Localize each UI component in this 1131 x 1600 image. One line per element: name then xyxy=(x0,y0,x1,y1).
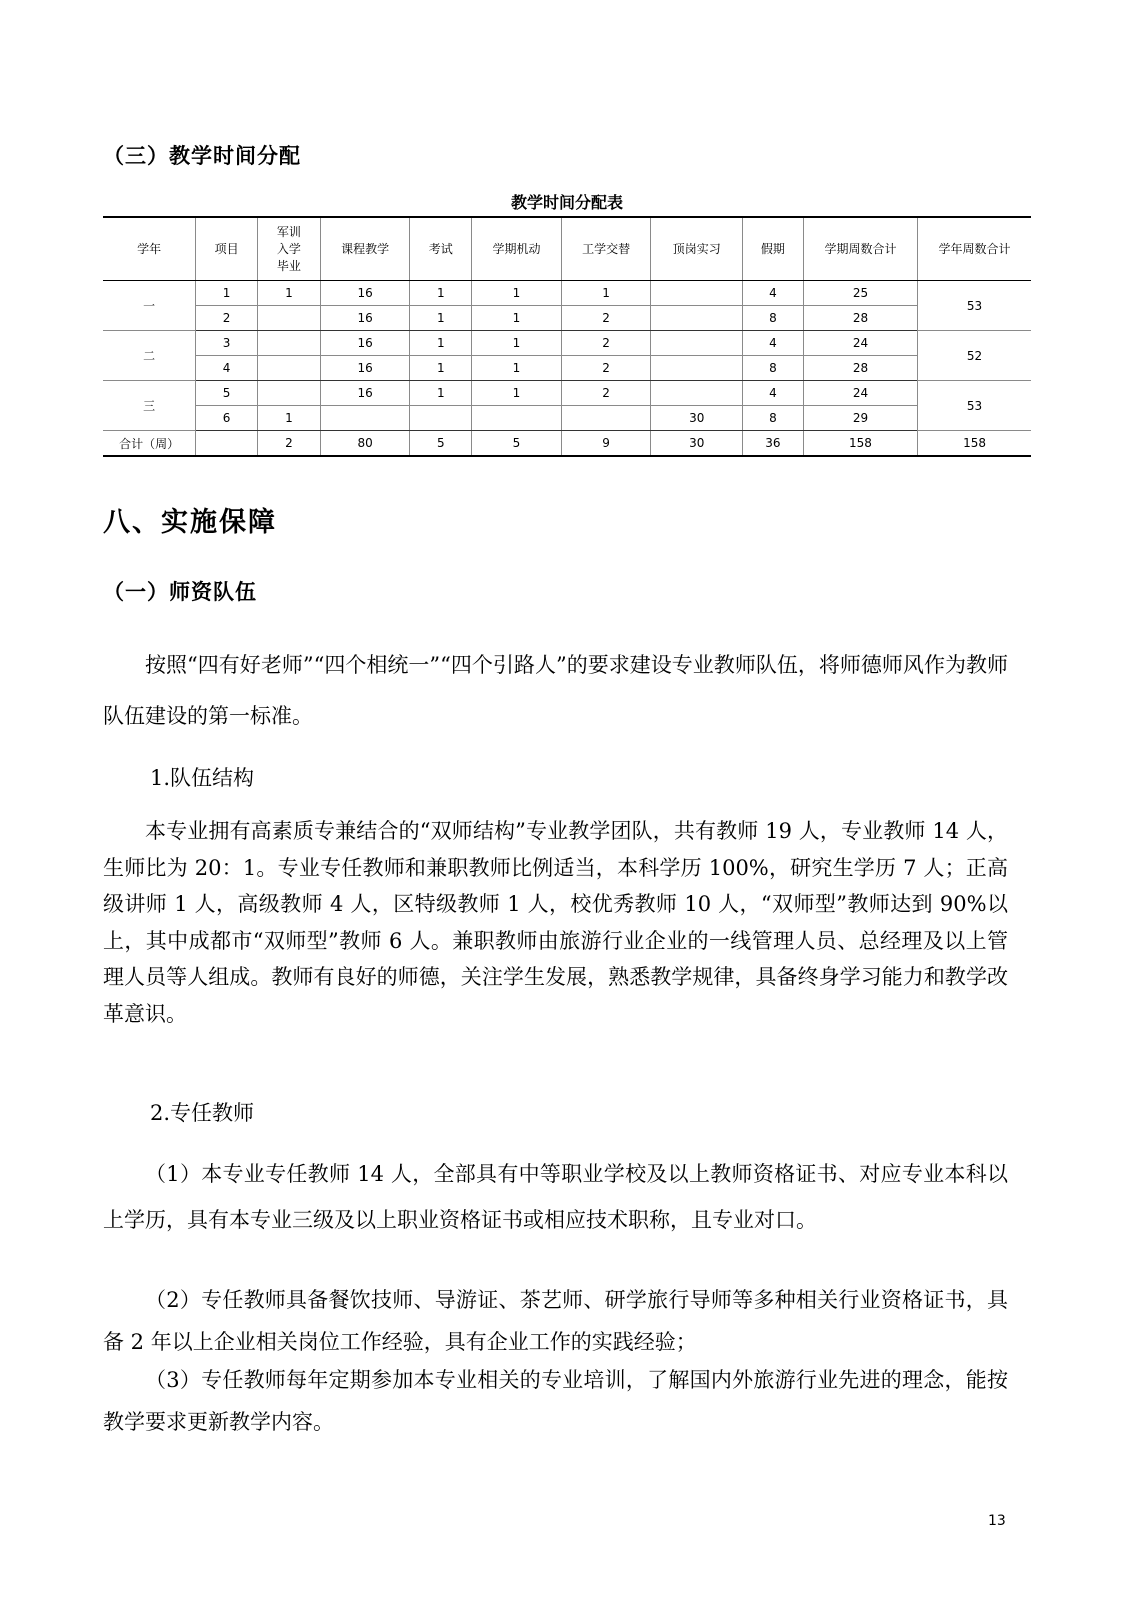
item-cell: 3 xyxy=(196,331,258,356)
year-weeks-cell: 53 xyxy=(918,381,1031,431)
holiday-cell: 4 xyxy=(743,281,804,306)
header-course: 课程教学 xyxy=(320,217,410,281)
header-work-study: 工学交替 xyxy=(561,217,651,281)
header-military-line2: 入学 xyxy=(276,241,301,256)
holiday-cell: 4 xyxy=(743,331,804,356)
header-flex: 学期机动 xyxy=(472,217,562,281)
year-weeks-cell: 53 xyxy=(918,281,1031,331)
table-row xyxy=(103,281,1031,306)
exam-cell: 1 xyxy=(410,281,472,306)
military-cell xyxy=(257,381,320,406)
work-study-cell: 2 xyxy=(561,306,651,331)
work-study-cell xyxy=(561,406,651,431)
item-cell: 2 xyxy=(196,306,258,331)
internship-cell xyxy=(651,306,743,331)
term-weeks-cell: 28 xyxy=(803,356,917,381)
exam-cell: 1 xyxy=(410,306,472,331)
term-weeks-cell: 24 xyxy=(803,381,917,406)
total-military-cell: 2 xyxy=(257,431,320,457)
paragraph-intro: 按照“四有好老师”“四个相统一”“四个引路人”的要求建设专业教师队伍，将师德师风作为教师队伍建设的第一标准。 xyxy=(103,653,1008,728)
internship-cell: 30 xyxy=(651,406,743,431)
table-row xyxy=(103,331,1031,356)
work-study-cell: 2 xyxy=(561,381,651,406)
header-year: 学年 xyxy=(103,217,196,281)
section-heading-faculty: （一）师资队伍 xyxy=(103,580,257,604)
subheading-fulltime-teachers: 2.专任教师 xyxy=(150,1101,255,1125)
header-exam: 考试 xyxy=(410,217,472,281)
table-title: 教学时间分配表 xyxy=(510,193,623,212)
teaching-time-table xyxy=(103,216,1031,457)
paragraph-fulltime-2: （2）专任教师具备餐饮技师、导游证、茶艺师、研学旅行导师等多种相关行业资格证书，具备 2 年以上企业相关岗位工作经验，具有企业工作的实践经验； xyxy=(103,1288,1008,1354)
course-cell: 16 xyxy=(320,356,410,381)
section-heading-teaching-time: （三）教学时间分配 xyxy=(103,144,301,168)
military-cell xyxy=(257,306,320,331)
flex-cell: 1 xyxy=(472,356,562,381)
year-weeks-cell: 52 xyxy=(918,331,1031,381)
term-weeks-cell: 29 xyxy=(803,406,917,431)
paragraph-team-structure: 本专业拥有高素质专兼结合的“双师结构”专业教学团队，共有教师 19 人，专业教师 14 人，生师比为 20：1。专业专任教师和兼职教师比例适当，本科学历 100%，研究生学历 7 人；正高级讲师 1 人，高级教师 4 人，区特级教师 1 人，校优秀教师 10 人，“双师型”教师达到 90%以上，其中成都市“双师型”教师 6 人。兼职教师由旅游行业企业的一线管理人员、总经理及以上管理人员等人组成。教师有良好的师德，关注学生发展，熟悉教学规律，具备终身学习能力和教学改革意识。 xyxy=(103,819,1008,1026)
total-year-weeks-cell: 158 xyxy=(918,431,1031,457)
year-cell: 三 xyxy=(103,381,196,431)
internship-cell xyxy=(651,381,743,406)
item-cell: 5 xyxy=(196,381,258,406)
table-row xyxy=(103,381,1031,406)
internship-cell xyxy=(651,281,743,306)
total-course-cell: 80 xyxy=(320,431,410,457)
year-cell: 二 xyxy=(103,331,196,381)
subheading-team-structure: 1.队伍结构 xyxy=(150,766,255,790)
military-cell xyxy=(257,331,320,356)
military-cell: 1 xyxy=(257,281,320,306)
total-work-study-cell: 9 xyxy=(561,431,651,457)
flex-cell: 1 xyxy=(472,306,562,331)
total-flex-cell: 5 xyxy=(472,431,562,457)
header-item: 项目 xyxy=(196,217,258,281)
holiday-cell: 8 xyxy=(743,406,804,431)
holiday-cell: 8 xyxy=(743,306,804,331)
table-row xyxy=(103,306,1031,331)
course-cell: 16 xyxy=(320,281,410,306)
header-military-line3: 毕业 xyxy=(276,258,301,273)
military-cell xyxy=(257,356,320,381)
total-holiday-cell: 36 xyxy=(743,431,804,457)
header-year-weeks: 学年周数合计 xyxy=(918,217,1031,281)
holiday-cell: 4 xyxy=(743,381,804,406)
course-cell: 16 xyxy=(320,331,410,356)
internship-cell xyxy=(651,356,743,381)
work-study-cell: 2 xyxy=(561,356,651,381)
item-cell: 4 xyxy=(196,356,258,381)
table-row xyxy=(103,356,1031,381)
table-header-row xyxy=(103,217,1031,281)
exam-cell: 1 xyxy=(410,356,472,381)
header-term-weeks: 学期周数合计 xyxy=(803,217,917,281)
course-cell xyxy=(320,406,410,431)
exam-cell: 1 xyxy=(410,381,472,406)
flex-cell xyxy=(472,406,562,431)
work-study-cell: 2 xyxy=(561,331,651,356)
exam-cell: 1 xyxy=(410,331,472,356)
header-holiday: 假期 xyxy=(743,217,804,281)
total-internship-cell: 30 xyxy=(651,431,743,457)
total-item-cell xyxy=(196,431,258,457)
flex-cell: 1 xyxy=(472,281,562,306)
term-weeks-cell: 24 xyxy=(803,331,917,356)
term-weeks-cell: 25 xyxy=(803,281,917,306)
exam-cell xyxy=(410,406,472,431)
holiday-cell: 8 xyxy=(743,356,804,381)
flex-cell: 1 xyxy=(472,381,562,406)
chapter-heading: 八、实施保障 xyxy=(103,507,277,538)
total-exam-cell: 5 xyxy=(410,431,472,457)
military-cell: 1 xyxy=(257,406,320,431)
item-cell: 1 xyxy=(196,281,258,306)
work-study-cell: 1 xyxy=(561,281,651,306)
table-row xyxy=(103,406,1031,431)
internship-cell xyxy=(651,331,743,356)
header-military xyxy=(257,217,320,281)
paragraph-fulltime-3: （3）专任教师每年定期参加本专业相关的专业培训，了解国内外旅游行业先进的理念，能按教学要求更新教学内容。 xyxy=(103,1368,1008,1434)
total-label-cell: 合计（周） xyxy=(103,431,196,457)
term-weeks-cell: 28 xyxy=(803,306,917,331)
page-number: 13 xyxy=(988,1513,1006,1529)
course-cell: 16 xyxy=(320,306,410,331)
total-term-weeks-cell: 158 xyxy=(803,431,917,457)
paragraph-fulltime-1: （1）本专业专任教师 14 人，全部具有中等职业学校及以上教师资格证书、对应专业本科以上学历，具有本专业三级及以上职业资格证书或相应技术职称，且专业对口。 xyxy=(103,1162,1008,1232)
flex-cell: 1 xyxy=(472,331,562,356)
year-cell: 一 xyxy=(103,281,196,331)
header-military-line1: 军训 xyxy=(276,224,301,239)
header-internship: 顶岗实习 xyxy=(651,217,743,281)
item-cell: 6 xyxy=(196,406,258,431)
course-cell: 16 xyxy=(320,381,410,406)
table-total-row xyxy=(103,431,1031,457)
